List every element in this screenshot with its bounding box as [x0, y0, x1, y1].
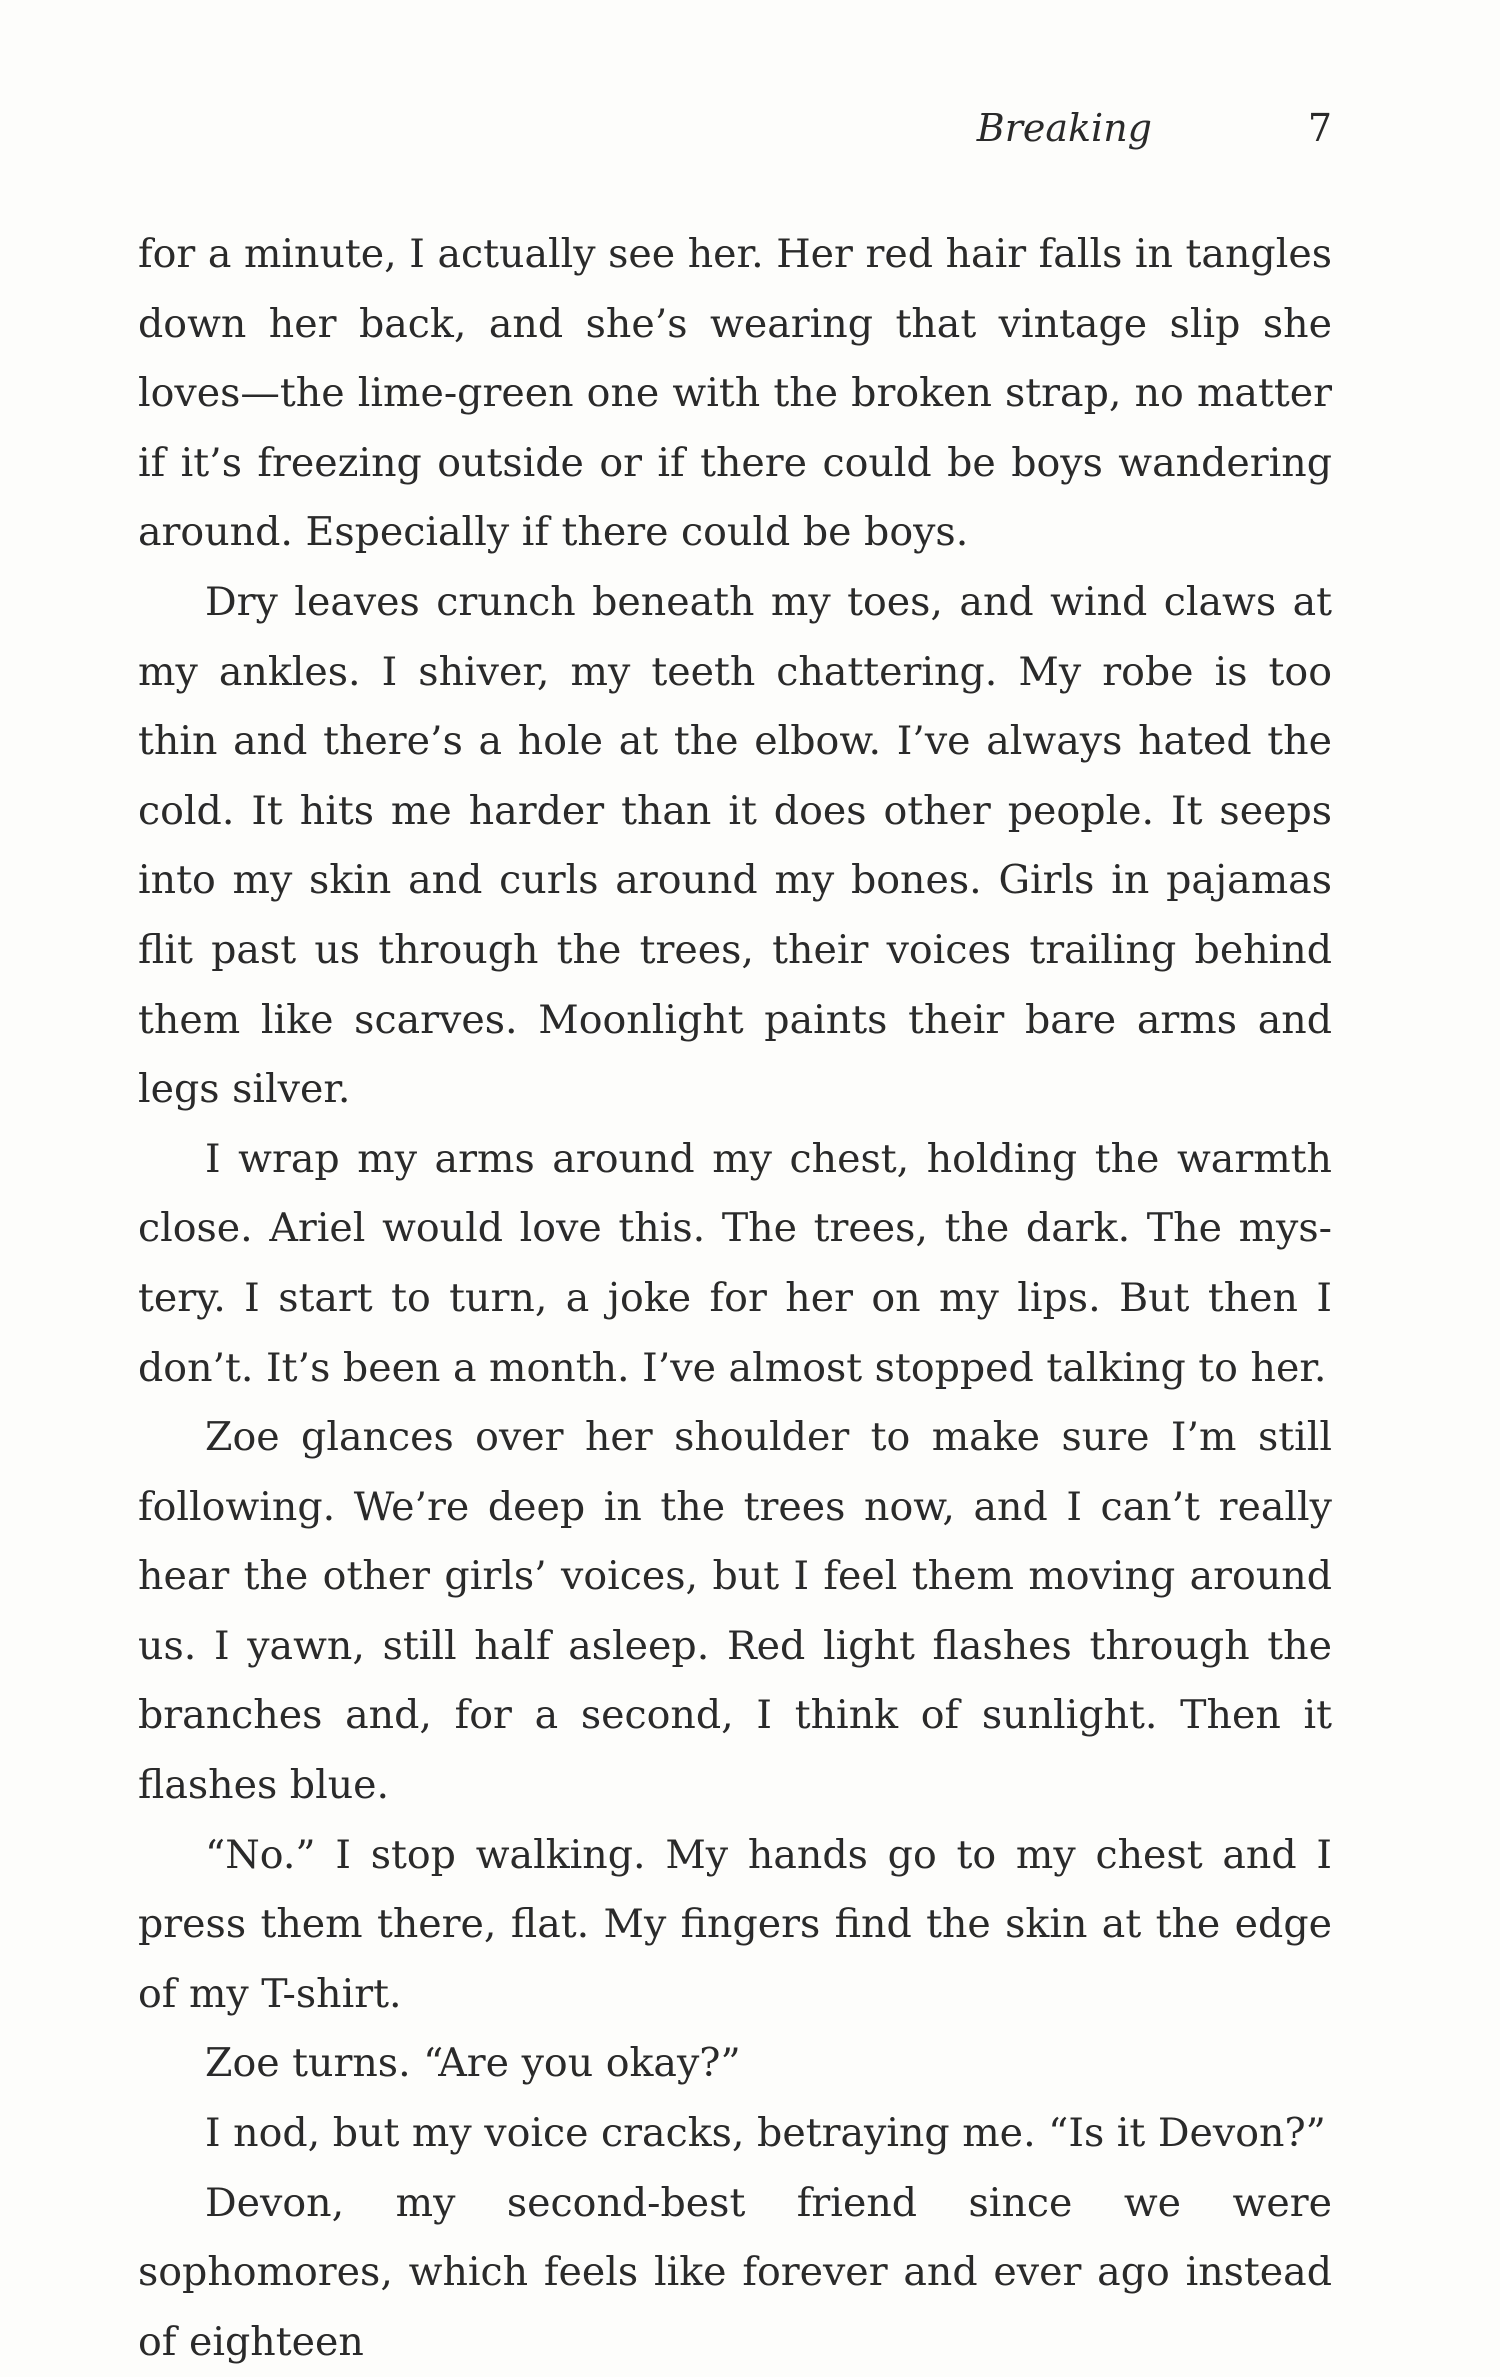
- paragraph: “No.” I stop walking. My hands go to my chest and I press them there, flat. My fingers find the skin at the edge of my T-shirt.: [138, 1831, 1332, 2017]
- chapter-title: Breaking: [976, 106, 1152, 150]
- page-number: 7: [1307, 106, 1332, 150]
- paragraph: Dry leaves crunch beneath my toes, and wind claws at my ankles. I shiver, my teeth chattering. My robe is too thin and there’s a hole at the elbow. I’ve always hated the cold. It hits me harder than it does other people. It seeps into my skin and curls around my bones. Girls in pajamas flit past us through the trees, their voices trailing behind them like scarves. Moonlight paints their bare arms and legs silver.: [138, 578, 1332, 1113]
- paragraph: Zoe glances over her shoulder to make sure I’m still following. We’re deep in the trees now, and I can’t really hear the other girls’ voices, but I feel them moving around us. I yawn, still half asleep. Red light flashes through the branches and, for a second, I think of sunlight. Then it flashes blue.: [138, 1414, 1332, 1809]
- paragraph: Zoe turns. “Are you okay?”: [205, 2040, 741, 2087]
- paragraph: for a minute, I actually see her. Her red hair falls in tangles down her back, and she’s wearing that vintage slip she loves—the lime-green one with the broken strap, no matter if it’s freezing outside or if there could be boys wandering around. Especially if there could be boys.: [138, 231, 1332, 556]
- paragraph: I wrap my arms around my chest, holding the warmth close. Ariel would love this. The trees, the dark. The mystery. I start to turn, a joke for her on my lips. But then I don’t. It’s been a month. I’ve almost stopped talking to her.: [138, 1135, 1332, 1391]
- paragraph: Devon, my second-best friend since we were sophomores, which feels like forever and ever ago instead of eighteen: [138, 2179, 1332, 2365]
- paragraph: I nod, but my voice cracks, betraying me. “Is it Devon?”: [205, 2110, 1326, 2157]
- running-header: [138, 98, 1332, 158]
- body-text: [138, 220, 1332, 2377]
